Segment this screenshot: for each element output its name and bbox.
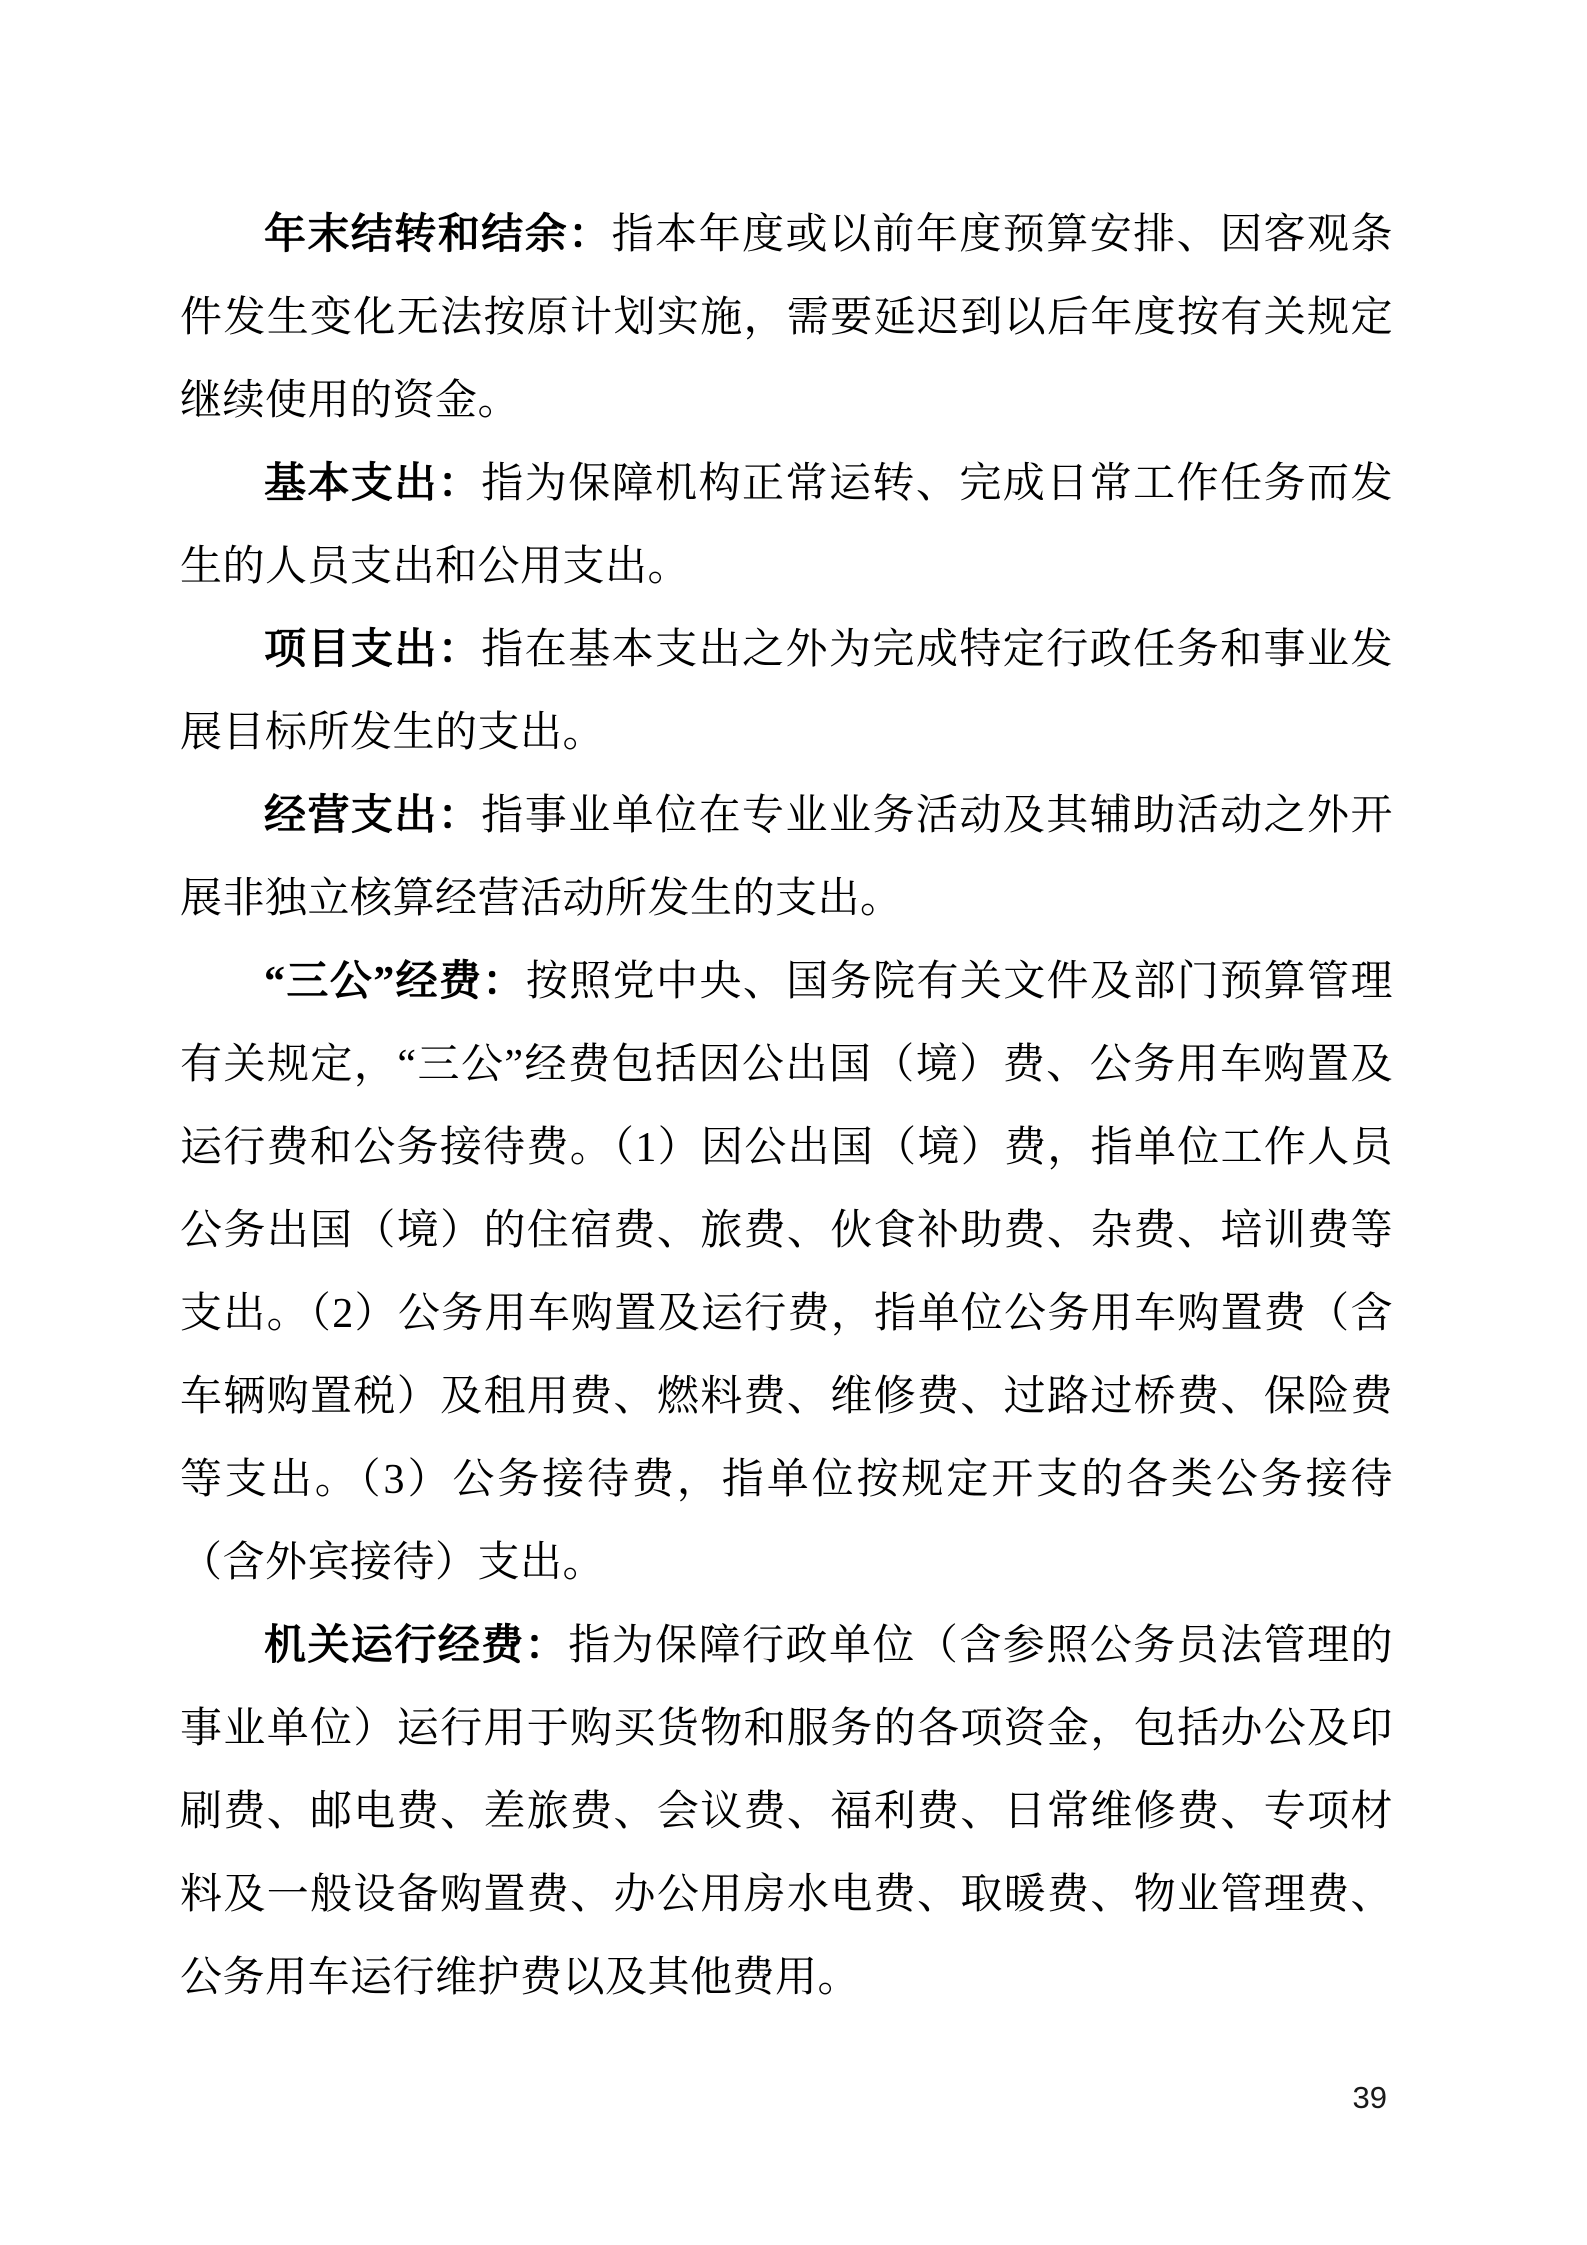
definition-paragraph: [180, 775, 1393, 941]
definition-paragraph: [180, 443, 1393, 609]
page-number: 39: [1352, 2080, 1387, 2115]
definition-body: 指本年度或以前年度预算安排、因客观条件发生变化无法按原计划实施，需要延迟到以后年度按有关规定继续使用的资金。: [180, 212, 1393, 424]
definition-body: 按照党中央、国务院有关文件及部门预算管理有关规定，“三公”经费包括因公出国（境）费、公务用车购置及运行费和公务接待费。（1）因公出国（境）费，指单位工作人员公务出国（境）的住宿费、旅费、伙食补助费、杂费、培训费等支出。（2）公务用车购置及运行费，指单位公务用车购置费（含车辆购置税）及租用费、燃料费、维修费、过路过桥费、保险费等支出。（3）公务接待费，指单位按规定开支的各类公务接待（含外宾接待）支出。: [180, 959, 1393, 1586]
document-body: [180, 194, 1393, 2020]
definition-term: 机关运行经费：: [264, 1623, 569, 1669]
definition-body: 指在基本支出之外为完成特定行政任务和事业发展目标所发生的支出。: [180, 627, 1393, 756]
definition-term: 项目支出：: [264, 627, 482, 673]
definition-body: 指事业单位在专业业务活动及其辅助活动之外开展非独立核算经营活动所发生的支出。: [180, 793, 1393, 922]
definition-term: 年末结转和结余：: [264, 212, 612, 258]
definition-paragraph: [180, 609, 1393, 775]
definition-paragraph: [180, 941, 1393, 1605]
definition-body: 指为保障行政单位（含参照公务员法管理的事业单位）运行用于购买货物和服务的各项资金，包括办公及印刷费、邮电费、差旅费、会议费、福利费、日常维修费、专项材料及一般设备购置费、办公用房水电费、取暖费、物业管理费、公务用车运行维护费以及其他费用。: [180, 1623, 1393, 2001]
definition-term: “三公”经费：: [264, 959, 526, 1005]
definition-paragraph: [180, 1605, 1393, 2020]
definition-body: 指为保障机构正常运转、完成日常工作任务而发生的人员支出和公用支出。: [180, 461, 1393, 590]
definition-paragraph: [180, 194, 1393, 443]
definition-term: 经营支出：: [264, 793, 482, 839]
definition-term: 基本支出：: [264, 461, 482, 507]
